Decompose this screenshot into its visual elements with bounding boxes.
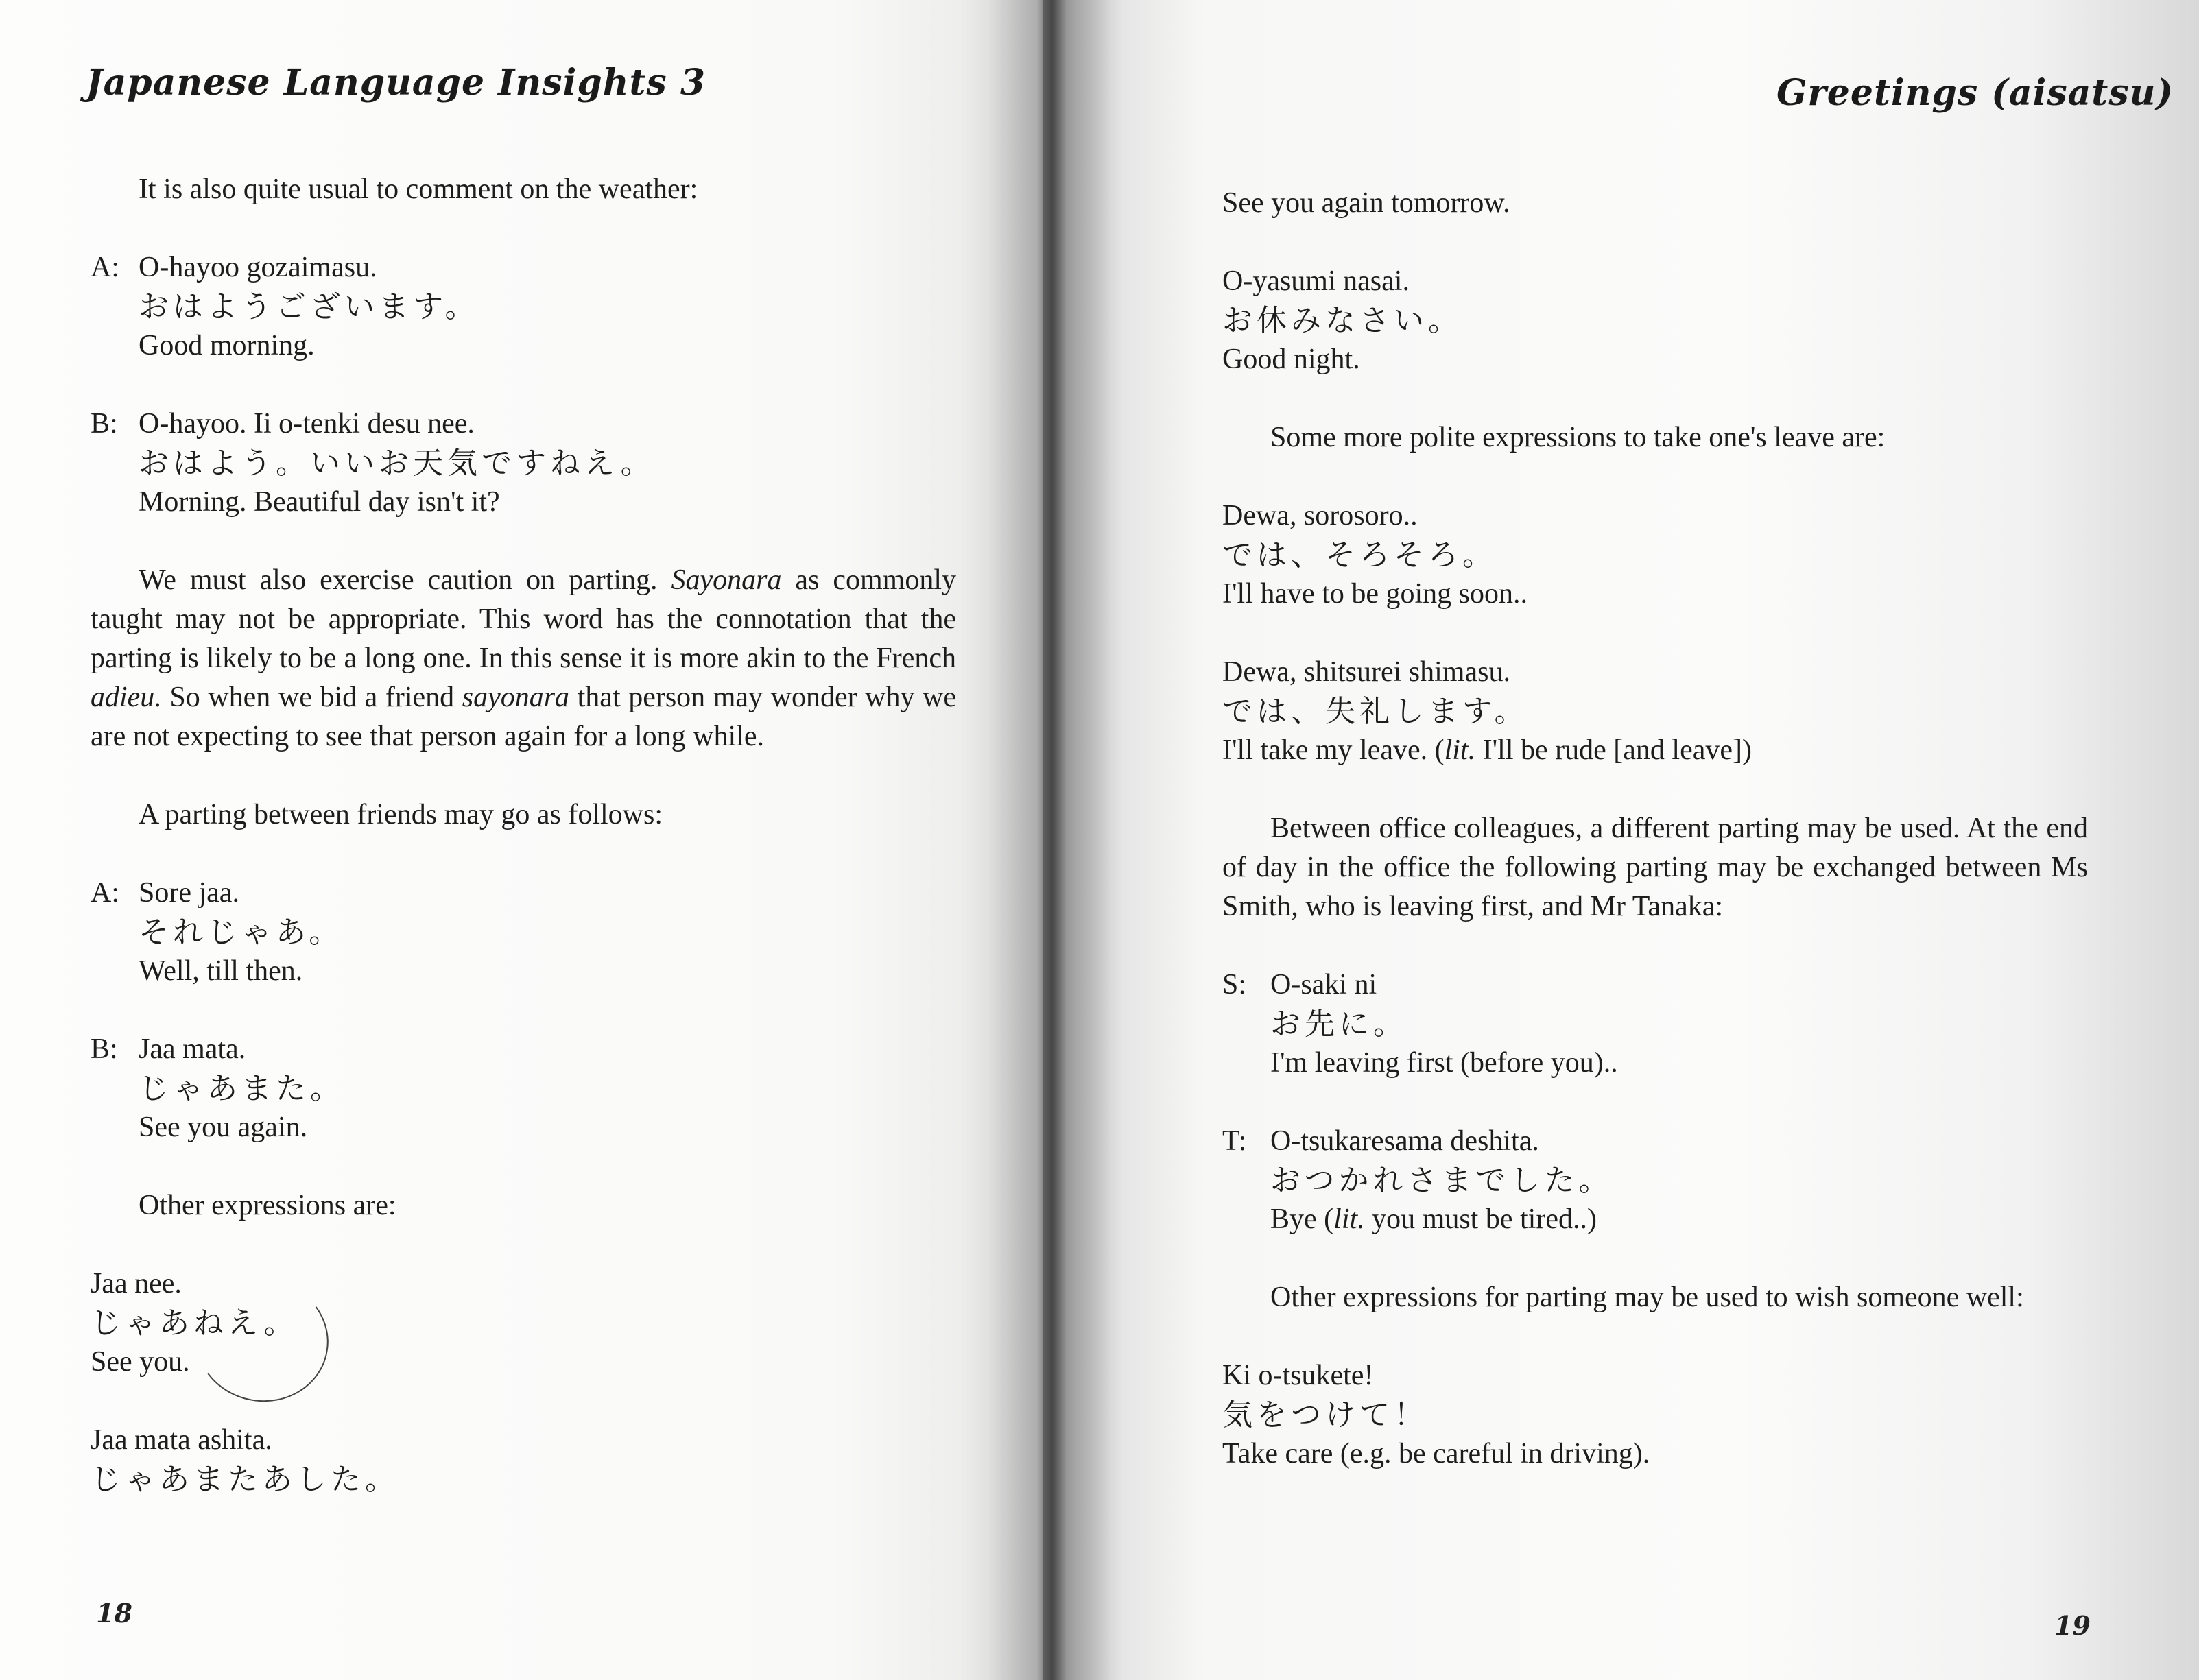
english-line	[1222, 731, 2088, 770]
office-intro: Between office colleagues, a different parting may be used. At the end of day in the office the following parting may be exchanged between Ms Smith, who is leaving first, and Mr Tanaka:	[1222, 813, 2088, 922]
english-line: Well, till then.	[139, 955, 303, 987]
caution-term-sayonara: Sayonara	[671, 564, 782, 596]
left-page-number: 18	[96, 1598, 132, 1629]
romaji-line: Jaa nee.	[91, 1268, 182, 1299]
romaji-line: Ki o-tsukete!	[1222, 1360, 1374, 1391]
dialogue-office-t	[1222, 1122, 2088, 1239]
romaji-line: O-saki ni	[1270, 969, 1377, 1000]
english-text-b: you must be tired..)	[1364, 1203, 1597, 1235]
japanese-line: それじゃあ。	[139, 915, 344, 950]
expression-jaa-mata-ashita	[91, 1421, 956, 1499]
speaker-label: T:	[1222, 1125, 1247, 1157]
expression-oyasumi	[1222, 262, 2088, 379]
caution-paragraph	[91, 561, 956, 756]
english-text-b: I'll be rude [and leave])	[1475, 734, 1752, 766]
other-expressions-intro: Other expressions are:	[139, 1190, 396, 1221]
book-gutter-shadow	[988, 0, 1111, 1680]
speaker-label: S:	[1222, 969, 1247, 1000]
romaji-line: Sore jaa.	[139, 877, 239, 909]
speaker-label: B:	[91, 1033, 118, 1065]
right-running-header: Greetings (aisatsu)	[1776, 72, 2174, 114]
japanese-line: おつかれさまでした。	[1270, 1163, 1613, 1198]
caution-text-4: that person may wonder why we are not expecting to see that person again for a long while.	[91, 682, 957, 752]
romaji-line: O-tsukaresama deshita.	[1270, 1125, 1539, 1157]
expression-dewa-shitsurei	[1222, 653, 2088, 770]
english-line: See you again.	[139, 1112, 308, 1143]
lit-abbrev: lit.	[1333, 1203, 1365, 1235]
caution-term-sayonara-2: sayonara	[462, 682, 570, 713]
japanese-line: では、失礼します。	[1222, 694, 1529, 729]
japanese-line: お先に。	[1270, 1007, 1407, 1042]
japanese-line: 気をつけて！	[1222, 1397, 1428, 1432]
romaji-line: Jaa mata.	[139, 1033, 246, 1065]
dialogue-office-s	[1222, 965, 2088, 1083]
speaker-label: B:	[91, 408, 118, 440]
japanese-line: おはようございます。	[139, 289, 479, 324]
english-line: I'm leaving first (before you)..	[1270, 1047, 1618, 1079]
romaji-line: Jaa mata ashita.	[91, 1424, 272, 1456]
english-line: Good night.	[1222, 344, 1360, 375]
dialogue-friends-b	[91, 1030, 956, 1147]
english-text-a: I'll take my leave. (	[1222, 734, 1445, 766]
japanese-line: では、そろそろ。	[1222, 538, 1497, 573]
dialogue-friends-a	[91, 874, 956, 991]
english-line: Morning. Beautiful day isn't it?	[139, 486, 500, 518]
lit-abbrev: lit.	[1444, 734, 1476, 766]
japanese-line: おはよう。いいお天気ですねえ。	[139, 446, 655, 481]
romaji-line: Dewa, sorosoro..	[1222, 500, 1418, 531]
friends-intro: A parting between friends may go as follows:	[139, 799, 663, 830]
caution-text-3: So when we bid a friend	[169, 682, 455, 713]
english-line: Good morning.	[139, 330, 315, 361]
polite-intro: Some more polite expressions to take one's leave are:	[1270, 422, 1886, 453]
caution-text-2: as commonly taught may not be appropriate. This word has the connotation that the parting is likely to be a long one. In this sense it is more akin to the French	[91, 564, 956, 674]
english-line: See you again tomorrow.	[1222, 187, 1510, 219]
expression-ki-otsukete	[1222, 1356, 2088, 1474]
japanese-line: じゃあまた。	[139, 1071, 344, 1106]
english-line: I'll have to be going soon..	[1222, 578, 1528, 610]
caution-text-1: We must also exercise caution on parting.	[139, 564, 658, 596]
romaji-line: O-yasumi nasai.	[1222, 265, 1410, 297]
japanese-line: じゃあまたあした。	[91, 1462, 399, 1497]
romaji-line: O-hayoo gozaimasu.	[139, 252, 377, 283]
caution-term-adieu: adieu.	[91, 682, 162, 713]
english-line: See you.	[91, 1346, 190, 1378]
left-running-header: Japanese Language Insights 3	[86, 62, 706, 104]
right-page-text	[1222, 184, 2088, 1474]
english-text-a: Bye (	[1270, 1203, 1334, 1235]
well-wishing-intro: Other expressions for parting may be used to wish someone well:	[1270, 1282, 2024, 1313]
speaker-label: A:	[91, 877, 119, 909]
weather-intro: It is also quite usual to comment on the weather:	[139, 173, 698, 205]
dialogue-weather-a	[91, 248, 956, 365]
speaker-label: A:	[91, 252, 119, 283]
english-line: Take care (e.g. be careful in driving).	[1222, 1438, 1650, 1469]
expression-dewa-sorosoro	[1222, 496, 2088, 614]
dialogue-weather-b	[91, 405, 956, 522]
romaji-line: O-hayoo. Ii o-tenki desu nee.	[139, 408, 475, 440]
right-page-number: 19	[2054, 1610, 2091, 1641]
romaji-line: Dewa, shitsurei shimasu.	[1222, 656, 1510, 688]
japanese-line: じゃあねえ。	[91, 1306, 298, 1341]
japanese-line: お休みなさい。	[1222, 303, 1462, 338]
english-line	[1270, 1200, 2088, 1239]
